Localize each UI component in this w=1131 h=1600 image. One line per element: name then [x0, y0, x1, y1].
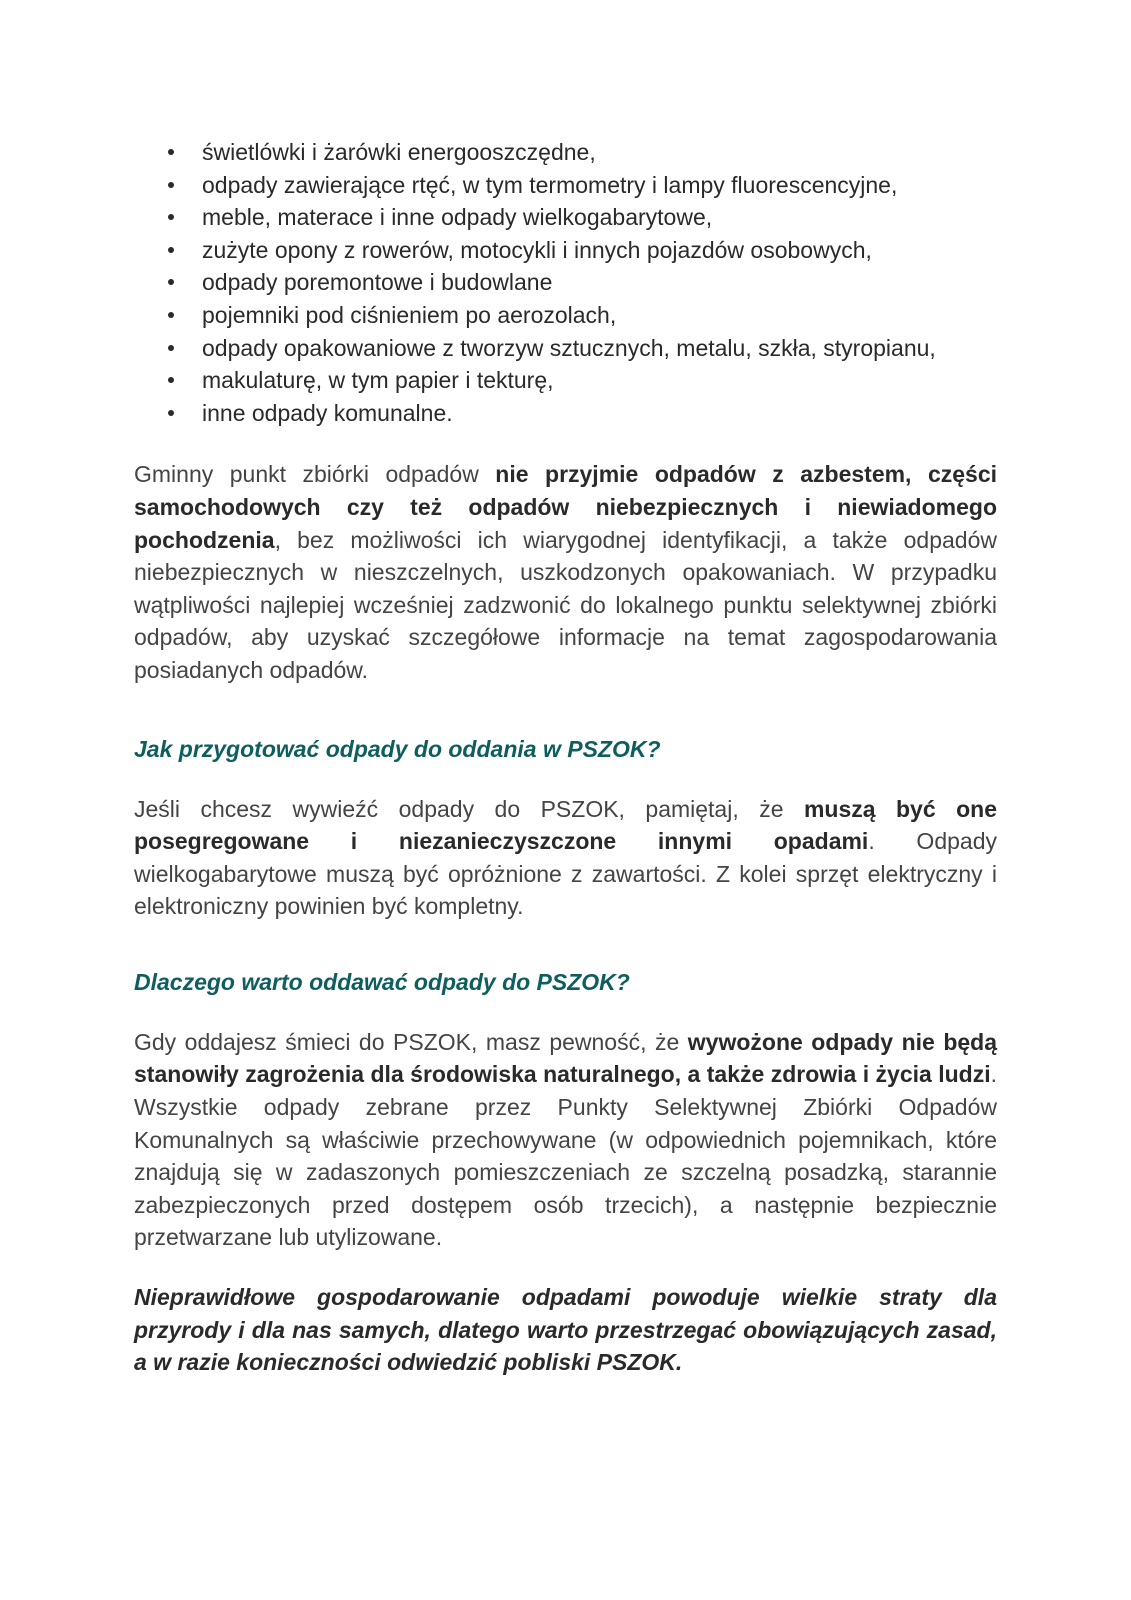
list-item: pojemniki pod ciśnieniem po aerozolach,	[202, 299, 997, 332]
paragraph-text: Jeśli chcesz wywieźć odpady do PSZOK, pamiętaj, że	[134, 795, 804, 822]
paragraph-bold-text: muszą być one posegregowane i niezanieczyszczone innymi opadami	[134, 795, 997, 855]
list-item: odpady zawierające rtęć, w tym termometry i lampy fluorescencyjne,	[202, 169, 997, 202]
paragraph-bold-text: nie przyjmie odpadów z azbestem, części samochodowych czy też odpadów niebezpiecznych i niewiadomego pochodzenia	[134, 461, 997, 553]
list-item: zużyte opony z rowerów, motocykli i innych pojazdów osobowych,	[202, 234, 997, 267]
paragraph-text: . Odpady wielkogabarytowe muszą być opróżnione z zawartości. Z kolei sprzęt elektryczny i elektroniczny powinien być kompletny.	[134, 828, 997, 920]
section-heading-preparation: Jak przygotować odpady do oddania w PSZOK?	[134, 735, 661, 762]
closing-statement: Nieprawidłowe gospodarowanie odpadami powoduje wielkie straty dla przyrody i dla nas samych, dlatego warto przestrzegać obowiązujących zasad, a w razie konieczności odwiedzić pobliski PSZOK.	[134, 1284, 997, 1376]
benefits-paragraph	[134, 1026, 997, 1254]
list-item: inne odpady komunalne.	[202, 397, 997, 430]
paragraph-text: Gminny punkt zbiórki odpadów	[134, 461, 496, 488]
list-item: odpady opakowaniowe z tworzyw sztucznych, metalu, szkła, styropianu,	[202, 332, 997, 365]
accepted-waste-list	[134, 136, 997, 429]
rejected-waste-paragraph	[134, 458, 997, 686]
preparation-paragraph	[134, 793, 997, 923]
list-item: makulaturę, w tym papier i tekturę,	[202, 364, 997, 397]
paragraph-text: , bez możliwości ich wiarygodnej identyfikacji, a także odpadów niebezpiecznych w nieszczelnych, uszkodzonych opakowaniach. W przypadku wątpliwości najlepiej wcześniej zadzwonić do lokalnego punktu selektywnej zbiórki odpadów, aby uzyskać szczegółowe informacje na temat zagospodarowania posiadanych odpadów.	[134, 526, 997, 683]
list-item: meble, materace i inne odpady wielkogabarytowe,	[202, 201, 997, 234]
document-content	[134, 136, 997, 1379]
paragraph-text: . Wszystkie odpady zebrane przez Punkty Selektywnej Zbiórki Odpadów Komunalnych są właściwie przechowywane (w odpowiednich pojemnikach, które znajdują się w zadaszonych pomieszczeniach ze szczelną posadzką, starannie zabezpieczonych przed dostępem osób trzecich), a następnie bezpiecznie przetwarzane lub utylizowane.	[134, 1061, 997, 1251]
list-item: odpady poremontowe i budowlane	[202, 266, 997, 299]
section-heading-benefits: Dlaczego warto oddawać odpady do PSZOK?	[134, 968, 630, 995]
paragraph-text: Gdy oddajesz śmieci do PSZOK, masz pewność, że	[134, 1028, 688, 1055]
paragraph-bold-text: wywożone odpady nie będą stanowiły zagrożenia dla środowiska naturalnego, a także zdrowia i życia ludzi	[134, 1028, 998, 1088]
list-item: świetlówki i żarówki energooszczędne,	[202, 136, 997, 169]
